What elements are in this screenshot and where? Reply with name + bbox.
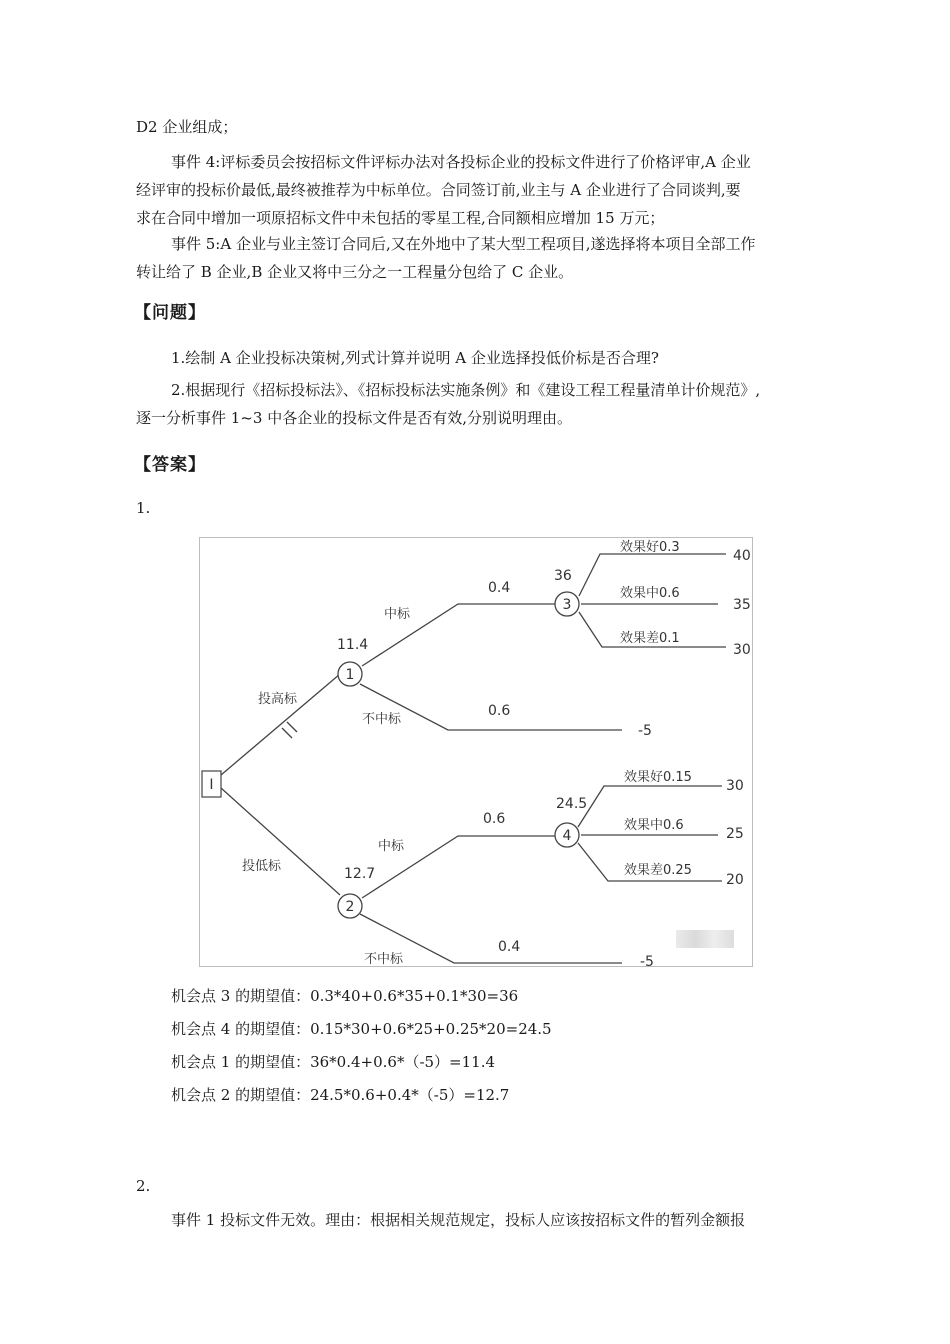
n4-bad-value: 20 bbox=[726, 872, 744, 888]
calc-node2: 机会点 2 的期望值：24.5*0.6+0.4*（-5）=12.7 bbox=[171, 1086, 510, 1104]
top-line: D2 企业组成； bbox=[136, 118, 238, 136]
node1-value: 11.4 bbox=[337, 637, 369, 653]
node3-value: 36 bbox=[554, 568, 572, 584]
n3-good-label: 效果好0.3 bbox=[620, 540, 680, 555]
node1-win-label: 中标 bbox=[384, 607, 411, 622]
node2-value: 12.7 bbox=[344, 866, 376, 882]
n4-mid-label: 效果中0.6 bbox=[624, 818, 684, 833]
node3-label: 3 bbox=[562, 597, 572, 613]
node2-lose-label: 不中标 bbox=[364, 952, 404, 966]
branch-low-bid bbox=[221, 788, 340, 895]
n4-good-value: 30 bbox=[726, 778, 744, 794]
p-win-high: 0.4 bbox=[488, 580, 511, 596]
node1-lose-label: 不中标 bbox=[362, 712, 402, 727]
answer-2-event1: 事件 1 投标文件无效。理由：根据相关规范规定，投标人应该按招标文件的暂列金额报 bbox=[171, 1211, 746, 1229]
watermark-blur bbox=[676, 930, 734, 948]
n3-mid-label: 效果中0.6 bbox=[620, 586, 680, 601]
low-bid-label: 投低标 bbox=[242, 859, 282, 874]
root-label: I bbox=[209, 777, 214, 793]
n3-mid-value: 35 bbox=[733, 597, 751, 613]
event5-line2: 转让给了 B 企业,B 企业又将中三分之一工程量分包给了 C 企业。 bbox=[136, 263, 574, 281]
answer-2-label: 2. bbox=[136, 1177, 151, 1195]
node4-label: 4 bbox=[562, 828, 572, 844]
answer-1-label: 1. bbox=[136, 499, 151, 517]
node1-label: 1 bbox=[345, 667, 355, 683]
prune-mark-b bbox=[287, 722, 297, 732]
high-bid-label: 投高标 bbox=[258, 692, 298, 707]
event4-line3: 求在合同中增加一项原招标文件中未包括的零星工程,合同额相应增加 15 万元； bbox=[136, 209, 665, 227]
n3-good-value: 40 bbox=[733, 548, 751, 564]
event4-line2: 经评审的投标价最低,最终被推荐为中标单位。合同签订前,业主与 A 企业进行了合同谈判,要 bbox=[136, 181, 741, 199]
prune-mark-a bbox=[282, 728, 292, 738]
question-heading: 【问题】 bbox=[134, 303, 206, 323]
n4-good-label: 效果好0.15 bbox=[624, 770, 692, 785]
p-win-low: 0.6 bbox=[483, 811, 506, 827]
lose-high-value: -5 bbox=[638, 723, 652, 739]
decision-tree-svg bbox=[200, 538, 752, 966]
answer-heading: 【答案】 bbox=[134, 455, 206, 475]
n3-bad-value: 30 bbox=[733, 642, 751, 658]
calc-node1: 机会点 1 的期望值：36*0.4+0.6*（-5）=11.4 bbox=[171, 1053, 496, 1071]
question-2-line1: 2.根据现行《招标投标法》、《招标投标法实施条例》和《建设工程工程量清单计价规范》, bbox=[171, 381, 761, 399]
calc-node4: 机会点 4 的期望值：0.15*30+0.6*25+0.25*20=24.5 bbox=[171, 1020, 552, 1038]
calc-node3: 机会点 3 的期望值：0.3*40+0.6*35+0.1*30=36 bbox=[171, 987, 519, 1005]
event5-line1: 事件 5:A 企业与业主签订合同后,又在外地中了某大型工程项目,遂选择将本项目全部工作 bbox=[171, 235, 756, 253]
node4-value: 24.5 bbox=[556, 796, 588, 812]
p-lose-high: 0.6 bbox=[488, 703, 511, 719]
node2-win-label: 中标 bbox=[378, 839, 405, 854]
event5-paragraph bbox=[136, 230, 816, 286]
n4-mid-value: 25 bbox=[726, 826, 744, 842]
question-1: 1.绘制 A 企业投标决策树,列式计算并说明 A 企业选择投低价标是否合理? bbox=[171, 349, 659, 367]
decision-tree bbox=[199, 537, 753, 967]
node2-label: 2 bbox=[345, 899, 355, 915]
event4-line1: 事件 4:评标委员会按招标文件评标办法对各投标企业的投标文件进行了价格评审,A 企业 bbox=[171, 153, 751, 171]
n3-bad-label: 效果差0.1 bbox=[620, 631, 680, 646]
p-lose-low: 0.4 bbox=[498, 939, 521, 955]
event4-paragraph bbox=[136, 148, 816, 232]
branch-high-bid bbox=[221, 674, 340, 775]
question-2-line2: 逐一分析事件 1~3 中各企业的投标文件是否有效,分别说明理由。 bbox=[136, 409, 572, 427]
lose-low-value: -5 bbox=[640, 954, 654, 966]
question-2 bbox=[136, 376, 816, 432]
n4-bad-label: 效果差0.25 bbox=[624, 863, 692, 878]
